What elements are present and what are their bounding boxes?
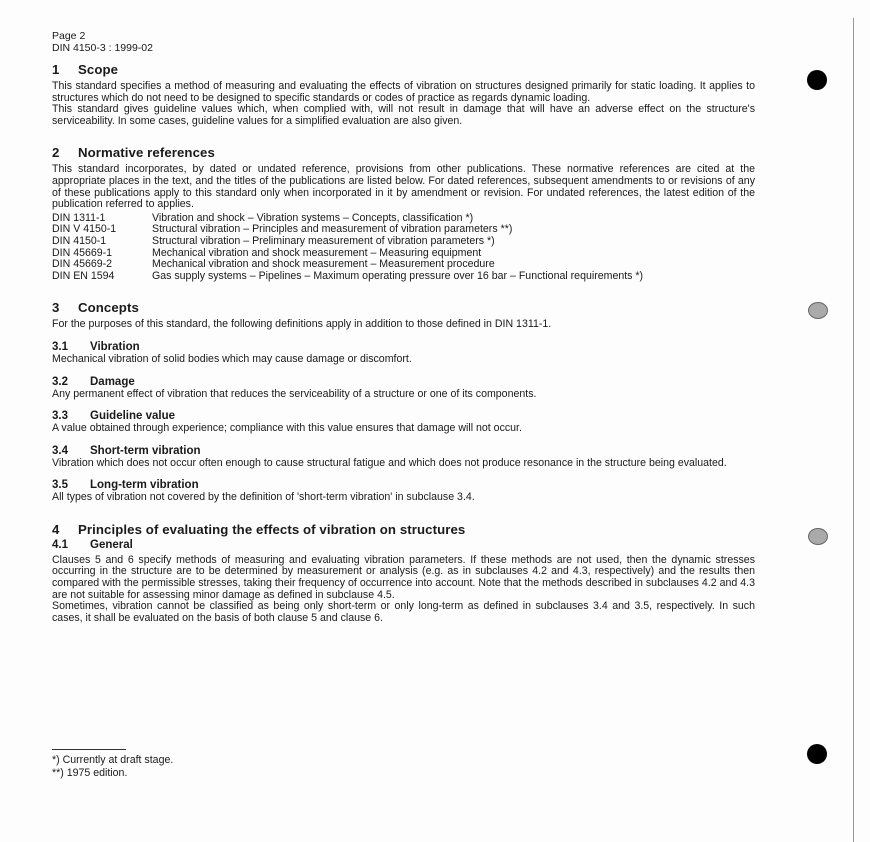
- reference-item: DIN 45669-1 Mechanical vibration and shock measurement – Measuring equipment: [52, 246, 482, 259]
- scope-paragraph-2: This standard gives guideline values which, when complied with, will not result in damage that will have an adverse effect on the structure's serviceability. In some cases, guideline values for a simplified evaluation are also given.: [52, 103, 755, 127]
- binder-hole-mark: [808, 302, 828, 319]
- definition-text: Vibration which does not occur often enough to cause structural fatigue and which does not produce resonance in the structure being evaluated.: [52, 456, 727, 469]
- document-id: DIN 4150-3 : 1999-02: [52, 42, 153, 54]
- section-heading-scope: 1 Scope: [52, 62, 119, 77]
- subsection-heading-general: 4.1 General: [52, 538, 133, 551]
- general-paragraph-1: Clauses 5 and 6 specify methods of measuring and evaluating vibration parameters. If these methods are not used, then the dynamic stresses occurring in the structure are to be determined by measurement or analysis (e.g. as in subclauses 4.2 and 4.3, respectively) and the results then compared with the permissible stresses, taking their frequency of occurrence into account. Note that the methods described in subclauses 4.2 and 4.3 are not suitable for assessing minor damage as defined in subclause 4.5.: [52, 553, 755, 601]
- definition-text: A value obtained through experience; compliance with this value ensures that damage will not occur.: [52, 422, 522, 435]
- binder-hole-mark: [807, 70, 827, 90]
- concepts-intro: For the purposes of this standard, the following definitions apply in addition to those defined in DIN 1311-1.: [52, 318, 552, 331]
- reference-item: DIN 1311-1 Vibration and shock – Vibration systems – Concepts, classification *): [52, 211, 474, 224]
- footnote: *) Currently at draft stage.: [52, 754, 174, 766]
- reference-item: DIN 45669-2 Mechanical vibration and shock measurement – Measurement procedure: [52, 258, 495, 271]
- reference-item: DIN EN 1594 Gas supply systems – Pipelines – Maximum operating pressure over 16 bar – Functional requirements *): [52, 269, 644, 282]
- footnote: **) 1975 edition.: [52, 766, 128, 779]
- reference-item: DIN V 4150-1 Structural vibration – Principles and measurement of vibration parameters **): [52, 223, 513, 236]
- scope-paragraph-1: This standard specifies a method of measuring and evaluating the effects of vibration on structures designed primarily for static loading. It applies to structures which do not need to be designed to specific standards or codes of practice as regards dynamic loading.: [52, 80, 755, 104]
- page-header: [52, 30, 153, 54]
- footnote-divider: [52, 749, 126, 750]
- scan-edge-line: [853, 18, 854, 842]
- general-paragraph-2: Sometimes, vibration cannot be classified as being only short-term or only long-term as defined in subclauses 3.4 and 3.5, respectively. In such cases, it shall be evaluated on the basis of both clause 5 and clause 6.: [52, 600, 755, 624]
- binder-hole-mark: [808, 528, 828, 545]
- definition-text: All types of vibration not covered by the definition of 'short-term vibration' in subclause 3.4.: [52, 491, 475, 504]
- subsection-heading-long-term-vibration: 3.5 Long-term vibration: [52, 479, 199, 492]
- section-heading-principles: 4 Principles of evaluating the effects of vibration on structures: [52, 521, 466, 537]
- subsection-heading-damage: 3.2 Damage: [52, 375, 135, 388]
- subsection-heading-guideline-value: 3.3 Guideline value: [52, 410, 175, 423]
- section-heading-concepts: 3 Concepts: [52, 300, 139, 316]
- reference-item: DIN 4150-1 Structural vibration – Preliminary measurement of vibration parameters *): [52, 234, 495, 247]
- section-heading-normative-references: 2 Normative references: [52, 145, 215, 161]
- reference-list: [52, 213, 755, 283]
- definition-text: Mechanical vibration of solid bodies which may cause damage or discomfort.: [52, 352, 412, 365]
- definition-text: Any permanent effect of vibration that reduces the serviceability of a structure or one of its components.: [52, 387, 537, 400]
- document-body: [52, 62, 755, 624]
- page-number: Page 2: [52, 30, 86, 42]
- footnotes: [52, 754, 173, 779]
- binder-hole-mark: [807, 744, 827, 764]
- subsection-heading-short-term-vibration: 3.4 Short-term vibration: [52, 444, 201, 457]
- normative-references-paragraph: This standard incorporates, by dated or undated reference, provisions from other publications. These normative references are cited at the appropriate places in the text, and the titles of the publications are listed below. For dated references, subsequent amendments to or revisions of any of these publications apply to this standard only when incorporated in it by amendment or revision. For undated references, the latest edition of the publication referred to applies.: [52, 163, 755, 211]
- subsection-heading-vibration: 3.1 Vibration: [52, 340, 140, 353]
